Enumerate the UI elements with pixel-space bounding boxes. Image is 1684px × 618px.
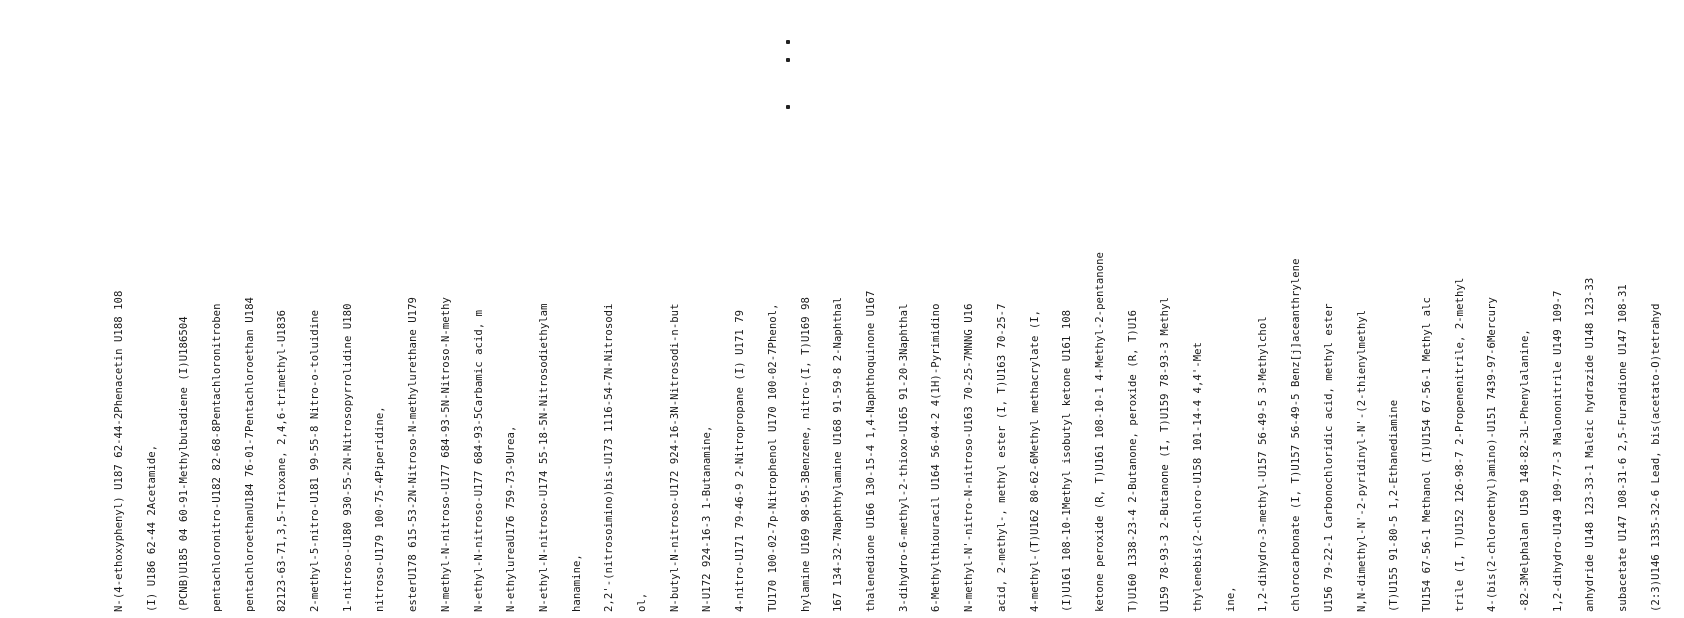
text-line: N,N-dimethyl-N'-2-pyridinyl-N'-(2-thienylmethyl: [1355, 309, 1368, 612]
text-line: pentachloronitro-U182 82-68-8Pentachloronitroben: [210, 303, 223, 612]
text-line: hanamine,: [570, 554, 583, 612]
text-line: (I)U161 108-10-1Methyl isobutyl ketone U161 108: [1061, 309, 1074, 612]
text-line: (2:3)U146 1335-32-6 Lead, bis(acetato-O)tetrahyd: [1649, 303, 1662, 612]
text-line: 167 134-32-7Naphthylamine U168 91-59-8 2-Naphthal: [832, 297, 845, 612]
text-line: 1-nitroso-U180 930-55-2N-Nitrosopyrrolidine U180: [341, 303, 354, 612]
text-line: U156 79-22-1 Carbonochloridic acid, methyl ester: [1322, 303, 1335, 612]
text-line: nitroso-U179 100-75-4Piperidine,: [374, 406, 387, 612]
text-line: 1,2-dihydro-U149 109-77-3 Malononitrile U149 109-7: [1551, 290, 1564, 612]
text-line: N-U172 924-16-3 1-Butanamine,: [701, 425, 714, 612]
text-line: 3-dihydro-6-methyl-2-thioxo-U165 91-20-3Naphthal: [897, 303, 910, 612]
text-line: acid, 2-methyl-, methyl ester (I, T)U163 70-25-7: [995, 303, 1008, 612]
text-line: N-ethyl-N-nitroso-U174 55-18-5N-Nitrosodiethylam: [537, 303, 550, 612]
text-line: subacetate U147 108-31-6 2,5-Furandione U147 108-31: [1617, 284, 1630, 612]
text-line: (PCNB)U185 04 60-91-Methylbutadiene (I)U186504: [178, 316, 191, 612]
text-line: 2-methyl-5-nitro-U181 99-55-8 Nitro-o-toluidine: [309, 309, 322, 612]
text-line: thalenedione U166 130-15-4 1,4-Naphthoquinone U167: [864, 290, 877, 612]
text-line: N-(4-ethoxyphenyl) U187 62-44-2Phenacetin U188 108: [112, 290, 125, 612]
text-line: T)U160 1338-23-4 2-Butanone, peroxide (R, T)U16: [1126, 309, 1139, 612]
scan-speck: [786, 40, 790, 44]
text-line: 1,2-dihydro-3-methyl-U157 56-49-5 3-Methylchol: [1257, 316, 1270, 612]
text-line: N-methyl-N'-nitro-N-nitroso-U163 70-25-7MNNG U16: [963, 303, 976, 612]
text-line: anhydride U148 123-33-1 Maleic hydrazide U148 123-33: [1584, 277, 1597, 612]
text-line: 82123-63-71,3,5-Trioxane, 2,4,6-trimethyl-U1836: [276, 309, 289, 612]
text-line: N-butyl-N-nitroso-U172 924-16-3N-Nitrosodi-n-but: [668, 303, 681, 612]
text-line: trile (I, T)U152 126-98-7 2-Propenenitrile, 2-methyl: [1453, 277, 1466, 612]
text-line: pentachloroethanU184 76-01-7Pentachloroethan U184: [243, 297, 256, 612]
text-line: 4-methyl-(T)U162 80-62-6Methyl methacrylate (I,: [1028, 309, 1041, 612]
text-line: chlorocarbonate (I, T)U157 56-49-5 Benz[j]aceanthrylene: [1290, 258, 1303, 612]
text-line: N-ethyl-N-nitroso-U177 684-93-5Carbamic acid, m: [472, 309, 485, 612]
scan-speck: [786, 105, 790, 109]
text-line: 2,2'-(nitrosoimino)bis-U173 1116-54-7N-Nitrosodi: [603, 303, 616, 612]
text-line: thylenebis(2-chloro-U158 101-14-4 4,4'-Met: [1192, 342, 1205, 612]
text-line: TU170 100-02-7p-Nitrophenol U170 100-02-7Phenol,: [766, 303, 779, 612]
text-line: TU154 67-56-1 Methanol (I)U154 67-56-1 Methyl alc: [1420, 297, 1433, 612]
text-line: ol,: [636, 592, 649, 612]
text-line: (I) U186 62-44 2Acetamide,: [145, 444, 158, 612]
text-line: ine,: [1224, 586, 1237, 612]
text-line: N-methyl-N-nitroso-U177 684-93-5N-Nitroso-N-methy: [439, 297, 452, 612]
scan-speck: [786, 58, 790, 62]
text-line: 4-nitro-U171 79-46-9 2-Nitropropane (I) U171 79: [734, 309, 747, 612]
text-line: (T)U155 91-80-5 1,2-Ethanediamine: [1388, 399, 1401, 612]
text-line: hylamine U169 98-95-3Benzene, nitro-(I, T)U169 98: [799, 297, 812, 612]
rotated-text-block: [92, 142, 1684, 612]
text-line: 6-Methylthiouracil U164 56-04-2 4(1H)-Pyrimidino: [930, 303, 943, 612]
text-line: ketone peroxide (R, T)U161 108-10-1 4-Methyl-2-pentanone: [1093, 252, 1106, 612]
text-line: N-ethylureaU176 759-73-9Urea,: [505, 425, 518, 612]
text-line: 4-(bis(2-chloroethyl)amino)-U151 7439-97-6Mercury: [1486, 297, 1499, 612]
text-line: U159 78-93-3 2-Butanone (I, T)U159 78-93-3 Methyl: [1159, 297, 1172, 612]
text-line: esterU178 615-53-2N-Nitroso-N-methylurethane U179: [407, 297, 420, 612]
text-line: -82-3Melphalan U150 148-82-3L-Phenylalanine,: [1519, 329, 1532, 612]
